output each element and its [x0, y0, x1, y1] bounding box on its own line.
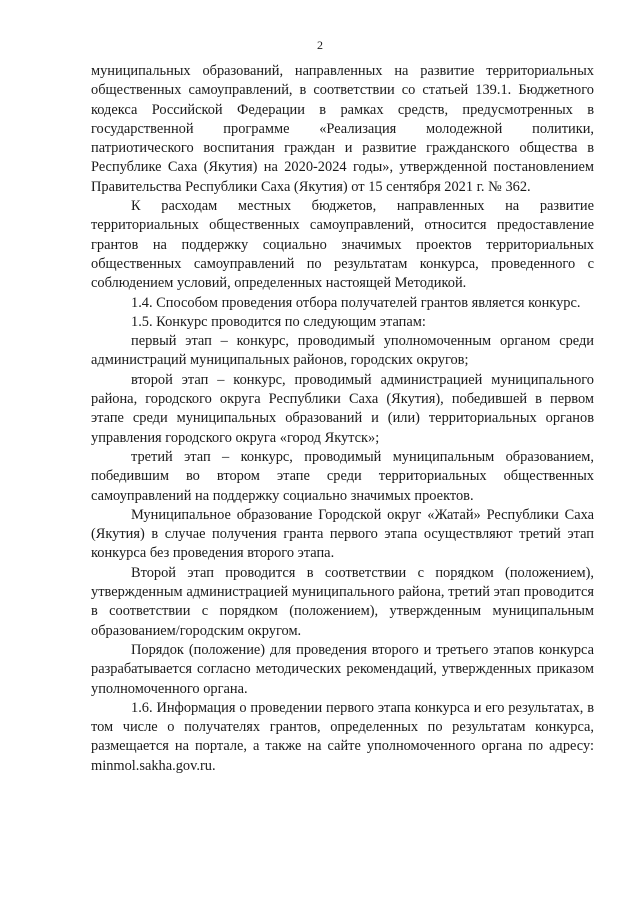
document-body — [91, 62, 594, 776]
paragraph-local-budget-expenses: К расходам местных бюджетов, направленных на развитие территориальных общественных самоуправлений, относится предоставление грантов на поддержку социально значимых проектов территориальных общественных самоуправлений по результатам конкурса, проведенного с соблюдением условий, определенных настоящей Методикой. — [91, 198, 594, 292]
paragraph-clause-1-4: 1.4. Способом проведения отбора получателей грантов является конкурс. — [131, 294, 581, 311]
paragraph-clause-1-5: 1.5. Конкурс проводится по следующим этапам: — [131, 313, 426, 330]
paragraph-procedure-development: Порядок (положение) для проведения второго и третьего этапов конкурса разрабатывается согласно методических рекомендаций, утвержденных приказом уполномоченного органа. — [91, 641, 594, 697]
paragraph-stage-one: первый этап – конкурс, проводимый уполномоченным органом среди администраций муниципальных районов, городских округов; — [91, 333, 594, 369]
paragraph-stage-two: второй этап – конкурс, проводимый администрацией муниципального района, городского округа Республики Саха (Якутия), победившей в первом этапе среди муниципальных образований и (или) территориальных органов управления городского округа «город Якутск»; — [91, 371, 594, 446]
page-number: 2 — [317, 38, 323, 52]
paragraph-clause-1-6: 1.6. Информация о проведении первого этапа конкурса и его результатах, в том числе о получателях грантов, определенных по результатам конкурса, размещается на портале, а также на сайте уполномоченного органа по адресу: minmol.sakha.gov.ru. — [91, 699, 594, 774]
paragraph-continuation: муниципальных образований, направленных на развитие территориальных общественных самоуправлений, в соответствии со статьей 139.1. Бюджетного кодекса Российской Федерации в рамках средств, предусмотренных в государственной программе «Реализация молодежной политики, патриотического воспитания граждан и развитие гражданского общества в Республике Саха (Якутия) на 2020-2024 годы», утвержденной постановлением Правительства Республики Саха (Якутия) от 15 сентября 2021 г. № 362. — [91, 63, 594, 195]
paragraph-zhatay: Муниципальное образование Городской округ «Жатай» Республики Саха (Якутия) в случае получения гранта первого этапа осуществляют третий этап конкурса без проведения второго этапа. — [91, 506, 594, 562]
paragraph-stage-procedure: Второй этап проводится в соответствии с порядком (положением), утвержденным администрацией муниципального района, третий этап проводится в соответствии с порядком (положением), утвержденным муниципальным образованием/городским округом. — [91, 564, 594, 639]
paragraph-stage-three: третий этап – конкурс, проводимый муниципальным образованием, победившим во втором этапе среди территориальных общественных самоуправлений на поддержку социально значимых проектов. — [91, 448, 594, 504]
